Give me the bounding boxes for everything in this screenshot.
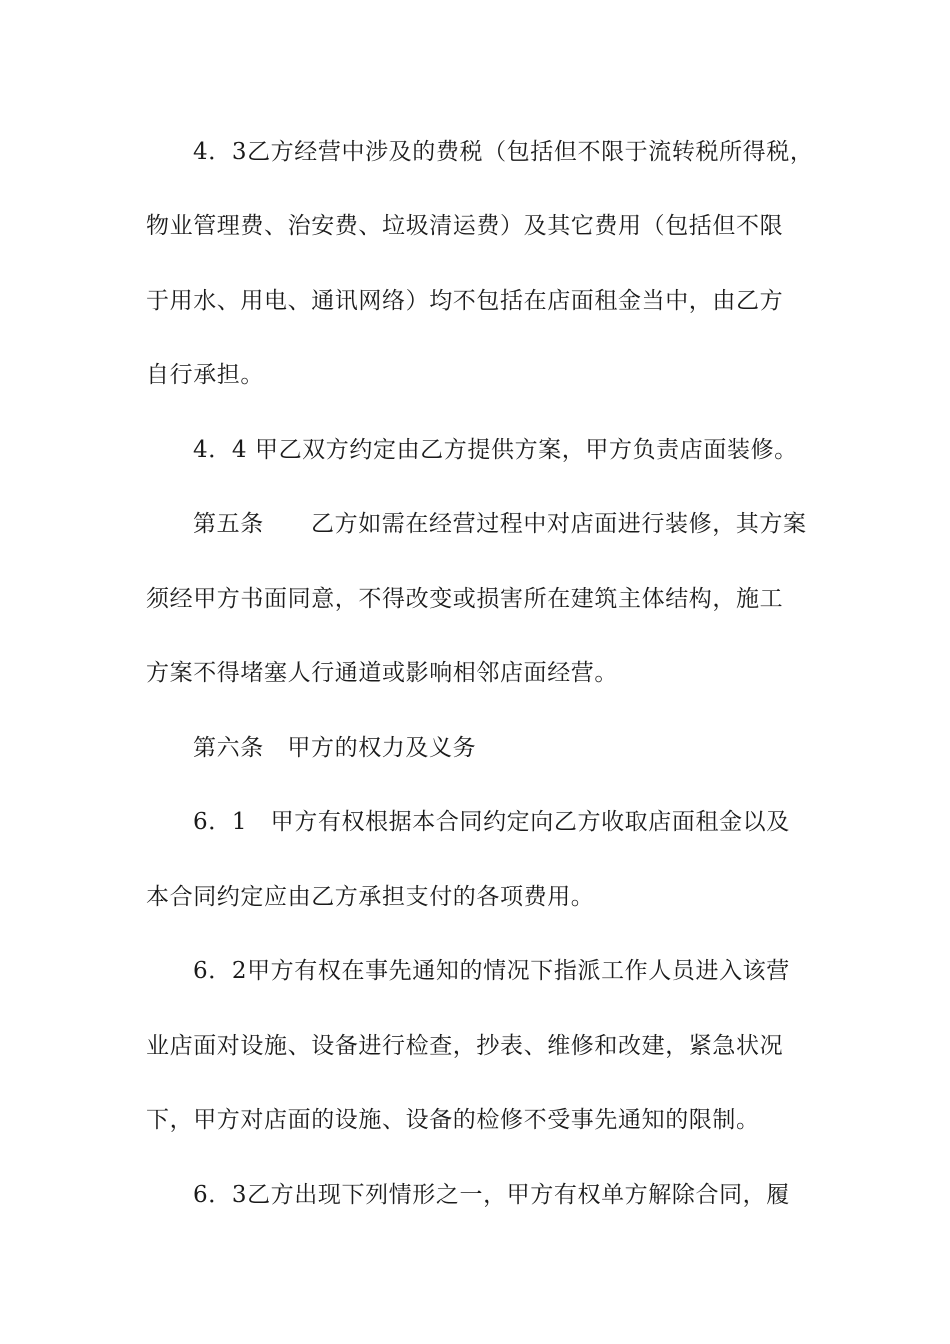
article-5-line-3: 方案不得堵塞人行通道或影响相邻店面经营。 — [146, 660, 618, 686]
paragraph-6-1-line-2: 本合同约定应由乙方承担支付的各项费用。 — [146, 884, 595, 910]
paragraph-6-2-line-1: 6．2甲方有权在事先通知的情况下指派工作人员进入该营 — [193, 958, 790, 984]
article-5-line-2: 须经甲方书面同意，不得改变或损害所在建筑主体结构，施工 — [146, 586, 784, 612]
paragraph-6-2-line-2: 业店面对设施、设备进行检查，抄表、维修和改建，紧急状况 — [146, 1033, 784, 1059]
paragraph-4-4: 4．4 甲乙双方约定由乙方提供方案，甲方负责店面装修。 — [193, 437, 798, 463]
paragraph-4-3-line-1: 4．3乙方经营中涉及的费税（包括但不限于流转税所得税， — [193, 139, 814, 165]
article-5-line-1: 第五条 乙方如需在经营过程中对店面进行装修，其方案 — [193, 511, 807, 537]
paragraph-6-3-line-1: 6．3乙方出现下列情形之一，甲方有权单方解除合同，履 — [193, 1182, 790, 1208]
article-6-heading: 第六条 甲方的权力及义务 — [193, 735, 477, 761]
paragraph-6-2-line-3: 下，甲方对店面的设施、设备的检修不受事先通知的限制。 — [146, 1107, 760, 1133]
paragraph-4-3-line-4: 自行承担。 — [146, 362, 264, 388]
paragraph-4-3-line-3: 于用水、用电、通讯网络）均不包括在店面租金当中，由乙方 — [146, 288, 784, 314]
paragraph-6-1-line-1: 6．1 甲方有权根据本合同约定向乙方收取店面租金以及 — [193, 809, 790, 835]
paragraph-4-3-line-2: 物业管理费、治安费、垃圾清运费）及其它费用（包括但不限 — [146, 213, 784, 239]
